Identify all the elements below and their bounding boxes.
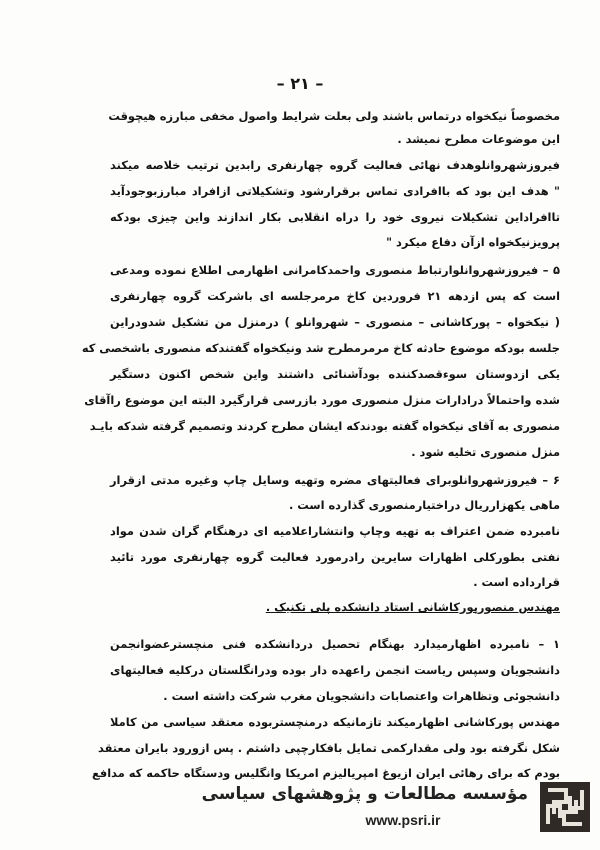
text-line: است که پس ازدهه ۲۱ فروردین کاخ مرمرجلسه ای باشرکت گروه چهارنفری — [110, 289, 560, 303]
text-line: مخصوصاً نیکخواه درتماس باشند ولی بعلت شرایط واصول مخفی مبارزه هیچوقت — [108, 109, 560, 123]
text-line: مهندس پورکاشانی اظهارمیکند تازمانیکه درمنچستربوده معتقد سیاسی من کاملا — [110, 715, 560, 729]
text-line: پرویزنیکخواه ازآن دفاع میکرد " — [386, 235, 560, 249]
text-line: ۱ – نامبرده اظهارمیدارد بهنگام تحصیل دردانشکده فنی منچسترعضوانجمن — [110, 637, 560, 651]
text-line: ( نیکخواه – پورکاشانی – منصوری – شهروانلو ) درمنزل من تشکیل شدودراین — [110, 315, 560, 329]
text-line: ماهی یکهزارریال دراختیارمنصوری گذارده است . — [289, 498, 560, 512]
text-line: فیروزشهروانلوهدف نهائی فعالیت گروه چهارنفری رابدین ترتیب خلاصه میکند — [110, 158, 560, 172]
text-line: جلسه بودکه موضوع حادثه کاخ مرمرمطرح شد ونیکخواه گفتندکه منصوری باشخصی که — [81, 341, 560, 355]
body-text — [81, 0, 560, 850]
institute-url[interactable]: www.psri.ir — [365, 812, 441, 828]
text-line: ۶ – فیروزشهروانلوبرای فعالیتهای مضره وتهیه وسایل چاپ وغیره مدتی ازقرار — [110, 473, 560, 487]
text-line: این موضوعات مطرح نمیشد . — [397, 132, 560, 146]
text-line: نفتی بطورکلی اظهارات سایرین رادرمورد فعالیت گروه چهارنفری مورد تائید — [110, 550, 560, 564]
text-line: منصوری به آقای نیکخواه گفته بودندکه ایشان مطرح کردند وتصمیم گرفته شدکه بایـد — [89, 419, 560, 433]
text-line: شده واحتمالاً درادارات منزل منصوری مورد بازرسی قرارگیرد البته این موضوع راآقای — [84, 393, 560, 407]
section-heading: مهندس منصورپورکاشانی استاد دانشکده پلی تکنیک . — [265, 600, 560, 614]
text-line: یکی ازدوستان سوءقصدکننده بودآشنائی داشتند واین شخص اکنون دستگیر — [110, 367, 560, 381]
text-line: دانشجوئی وتظاهرات واعتصابات دانشجویان مغرب شرکت داشته است . — [163, 689, 560, 703]
text-line: ۵ – فیروزشهروانلوارتباط منصوری واحمدکامرانی اظهارمی اطلاع نموده ومدعی — [110, 263, 560, 277]
text-line: تاافراداین تشکیلات نیروی خود را دراه انقلابی بکار اندازند واین چیزی بودکه — [110, 210, 560, 224]
text-line: " هدف این بود که باافرادی تماس برقرارشود وتشکیلاتی ازافراد مبارزبوجودآید — [110, 184, 560, 198]
institute-logo-icon — [540, 782, 590, 832]
text-line: بودم که برای رهائی ایران ازیوغ امپریالیزم امریکا وانگلیس ودستگاه حاکمه که مدافع — [91, 766, 560, 780]
institute-name: مؤسسه مطالعات و پژوهشهای سیاسی — [201, 784, 528, 804]
text-line: قرارداده است . — [473, 575, 560, 589]
text-line: منزل منصوری تخلیه شود . — [411, 445, 560, 459]
text-line: دانشجویان وسپس ریاست انجمن راعهده دار بوده ودرانگلستان درکلیه فعالیتهای — [110, 663, 560, 677]
text-line: شکل نگرفته بود ولی مقدارکمی تمایل بافکارچپی داشتم . پس ازورود بایران معتقد — [97, 741, 560, 755]
text-line: نامبرده ضمن اعتراف به تهیه وچاپ وانتشاراعلامیه ای درهنگام گران شدن مواد — [110, 524, 560, 538]
footer-watermark — [201, 778, 590, 838]
page-number: – ۲۱ – — [276, 74, 324, 93]
